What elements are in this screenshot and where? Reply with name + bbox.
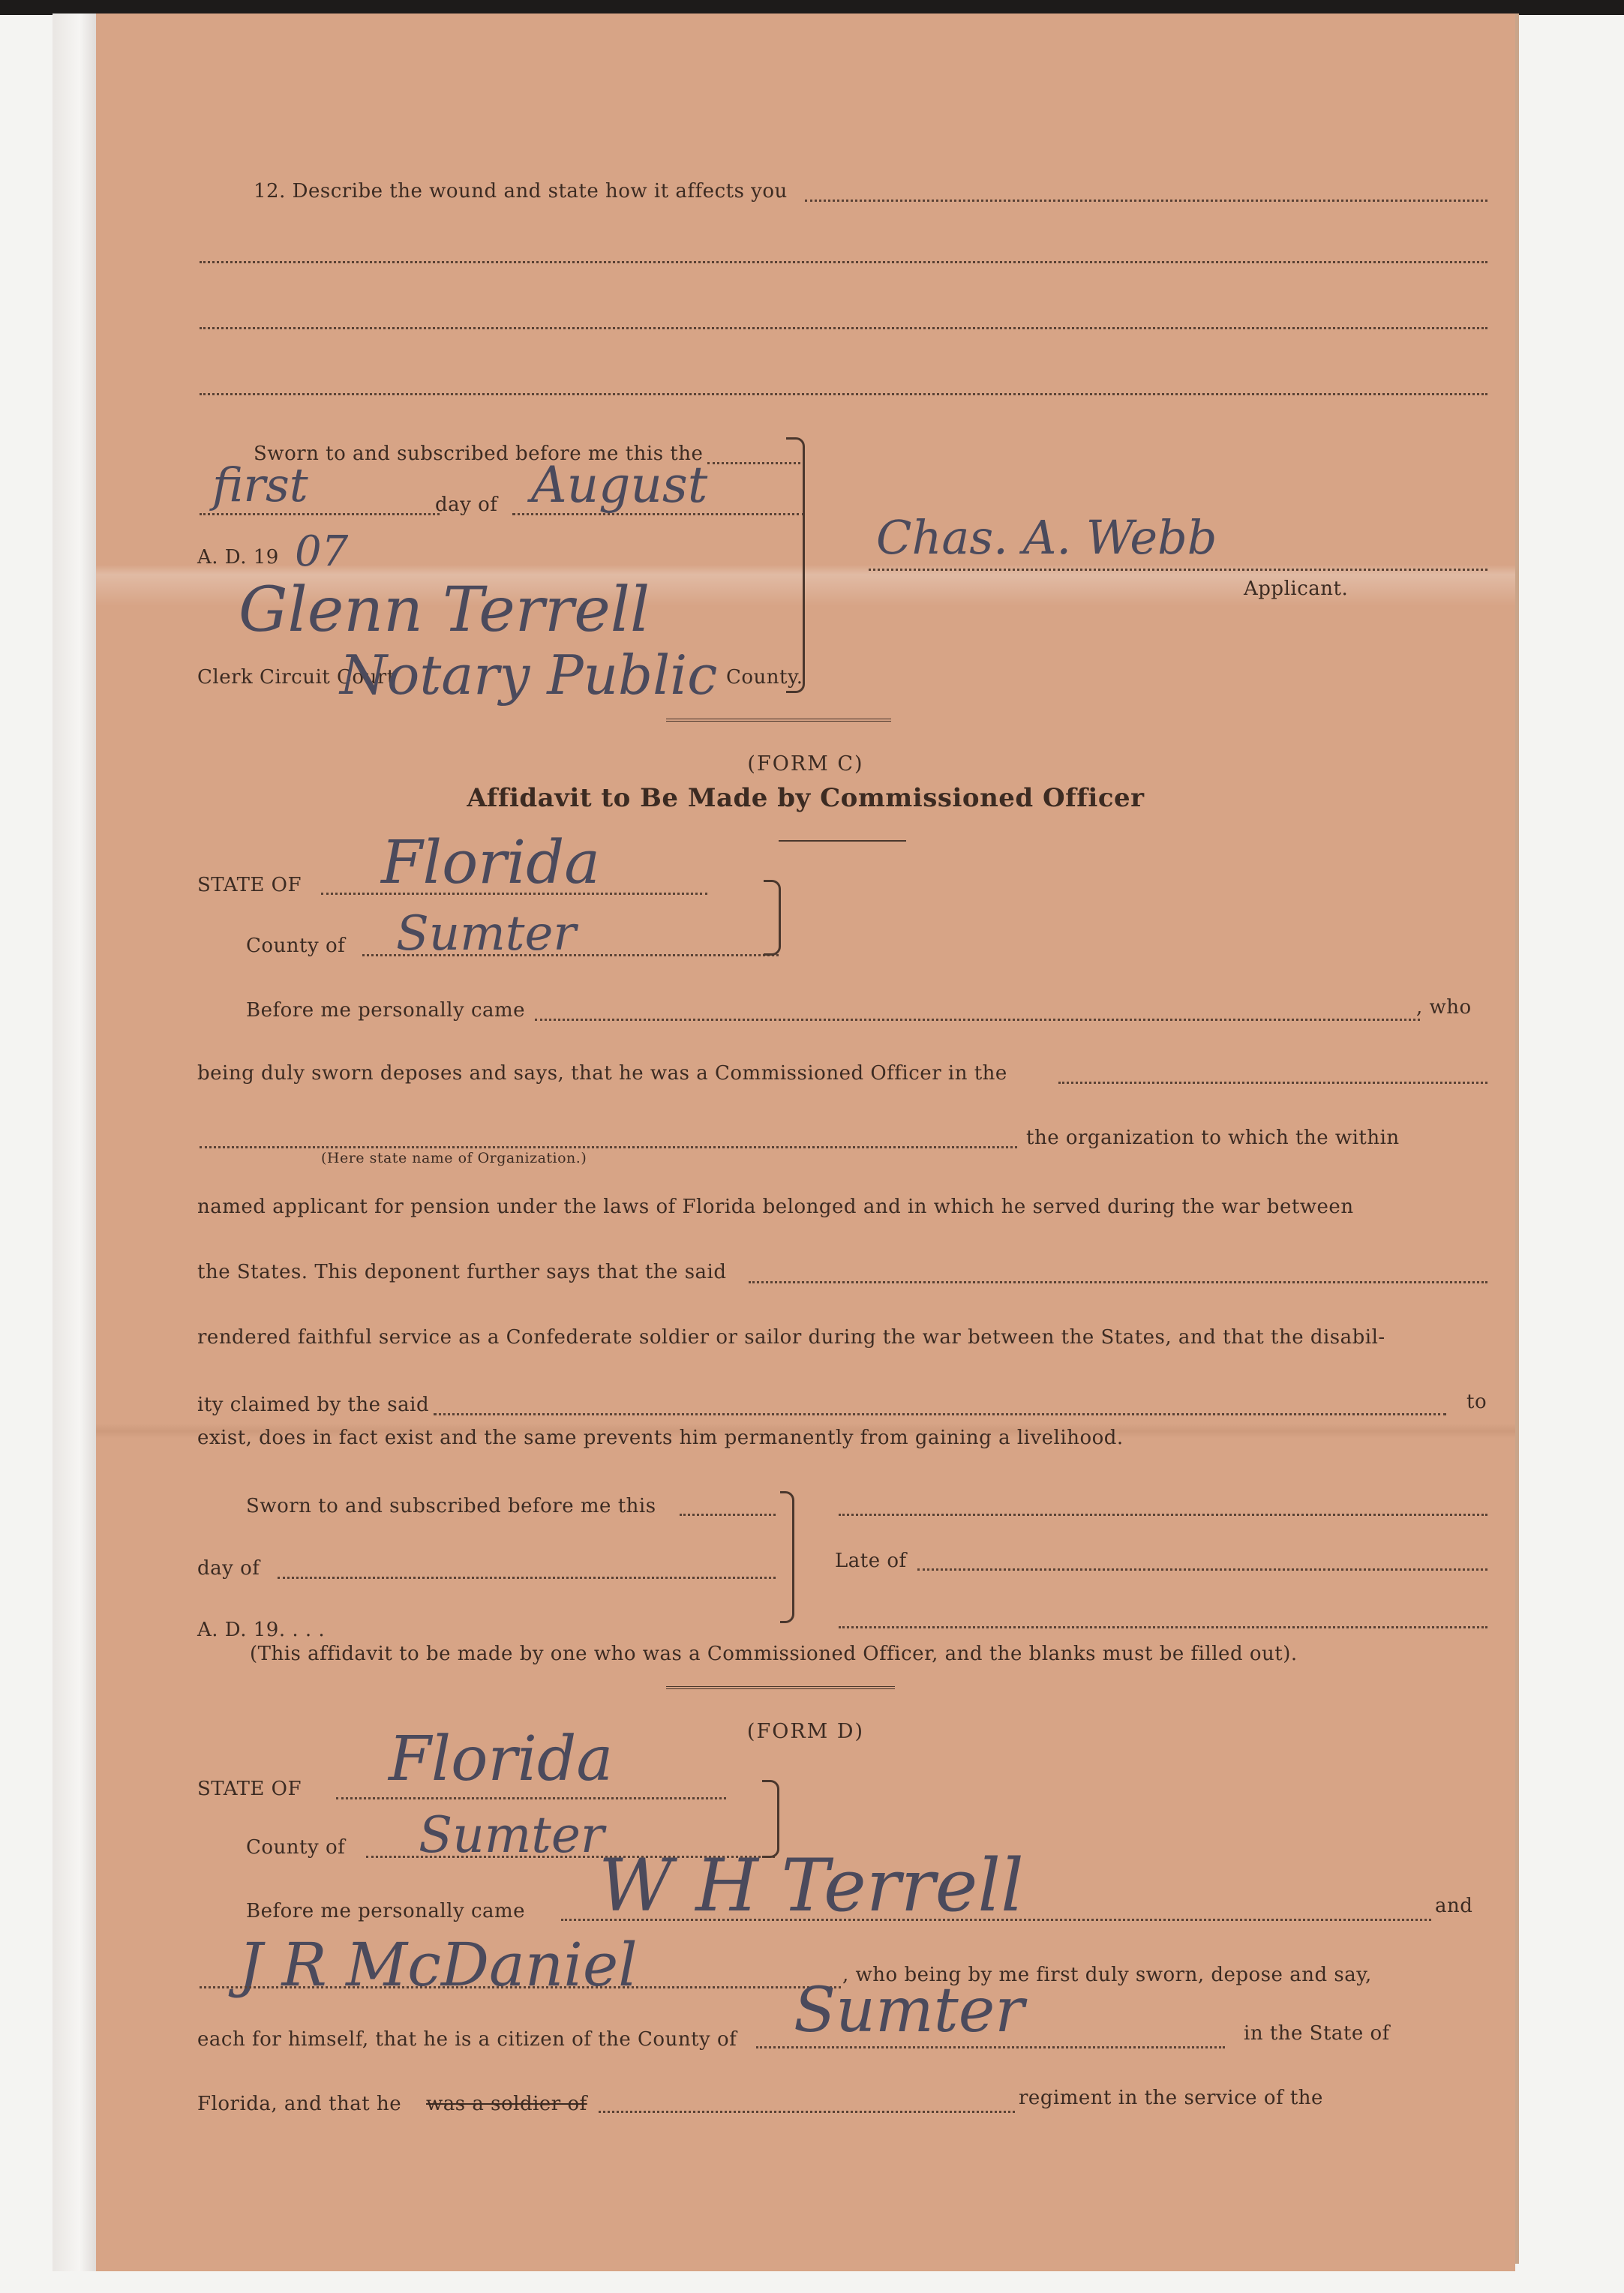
form-c-org-note: (Here state name of Organization.) <box>321 1150 587 1166</box>
jurat-ad: A. D. 19 <box>197 546 279 569</box>
form-c-line7-left: ity claimed by the said <box>197 1394 430 1416</box>
form-d-state-of: STATE OF <box>197 1778 302 1800</box>
applicant-label: Applicant. <box>1244 578 1349 600</box>
form-d-heading: (FORM D) <box>746 1720 865 1743</box>
form-c-line3-right: the organization to which the within <box>1026 1127 1400 1149</box>
plastic-sleeve <box>53 14 98 2271</box>
form-c-ad: A. D. 19. . . . <box>197 1619 326 1641</box>
dots-before-d <box>561 1919 1431 1921</box>
dots-line3 <box>200 1146 1017 1148</box>
jurat-day-of: day of <box>435 494 498 516</box>
form-d-line4-strike: was a soldier of <box>426 2093 587 2115</box>
dots-sworn-c <box>680 1514 776 1516</box>
jurat-clerk: Clerk Circuit Court <box>197 666 395 689</box>
form-c-sworn: Sworn to and subscribed before me this <box>246 1495 656 1517</box>
form-d-line3-right: in the State of <box>1244 2022 1390 2045</box>
form-d-line2-right: , who being by me first duly sworn, depose and say, <box>842 1964 1372 1986</box>
form-d-and: and <box>1435 1895 1473 1917</box>
hw-form-c-county: Sumter <box>396 906 576 962</box>
dots-before-c <box>535 1019 1420 1021</box>
hw-clerk-signature: Glenn Terrell <box>239 575 650 646</box>
form-c-state-of: STATE OF <box>197 874 302 896</box>
hw-day: first <box>212 458 308 512</box>
answer-line-1 <box>805 200 1487 202</box>
answer-line-2 <box>200 261 1487 263</box>
applicant-line <box>869 569 1487 571</box>
form-c-line4: named applicant for pension under the laws of Florida belonged and in which he served during the war between <box>197 1196 1354 1218</box>
hw-form-d-name2: J R McDaniel <box>239 1930 638 2000</box>
form-c-before-me: Before me personally came <box>246 999 526 1022</box>
dots-dayof-c <box>278 1577 776 1579</box>
form-d-line4-right: regiment in the service of the <box>1019 2087 1323 2109</box>
dots-line2 <box>1058 1082 1487 1084</box>
dots-day <box>200 513 440 515</box>
hw-form-d-county2: Sumter <box>794 1975 1025 2046</box>
title-underline <box>779 840 906 842</box>
hw-year: 07 <box>295 527 349 576</box>
dots-right-2 <box>917 1568 1487 1571</box>
answer-line-4 <box>200 393 1487 395</box>
dots-line5 <box>749 1281 1487 1283</box>
scanner-edge <box>0 0 1624 15</box>
hw-form-d-name1: W H Terrell <box>599 1844 1024 1928</box>
jurat-county: County. <box>726 666 803 689</box>
form-c-county-of: County of <box>246 935 346 957</box>
form-c-title: Affidavit to Be Made by Commissioned Officer <box>467 783 1145 813</box>
dots-right-3 <box>839 1626 1487 1628</box>
dots-county-c <box>362 954 779 956</box>
form-d-line4-left: Florida, and that he <box>197 2093 402 2115</box>
hw-form-d-state: Florida <box>389 1724 614 1795</box>
form-c-brace-2 <box>780 1491 794 1623</box>
dots-month <box>512 513 805 515</box>
divider-1 <box>666 719 891 722</box>
form-c-who: , who <box>1416 996 1472 1019</box>
form-c-line8: exist, does in fact exist and the same prevents him permanently from gaining a livelihood. <box>197 1427 1124 1449</box>
divider-2 <box>666 1686 895 1689</box>
question-12: 12. Describe the wound and state how it affects you <box>254 180 788 203</box>
dots-county2 <box>756 2046 1225 2048</box>
jurat-sworn-line: Sworn to and subscribed before me this the <box>254 443 704 465</box>
form-c-note: (This affidavit to be made by one who was a Commissioned Officer, and the blanks must be filled out). <box>250 1643 1298 1665</box>
form-c-day-of: day of <box>197 1557 260 1580</box>
hw-notary: Notary Public <box>340 644 718 707</box>
dots-line7 <box>434 1413 1446 1415</box>
form-c-line7-right: to <box>1466 1391 1487 1413</box>
form-c-line2: being duly sworn deposes and says, that he was a Commissioned Officer in the <box>197 1062 1007 1085</box>
dots-regiment <box>599 2111 1015 2113</box>
dots-state-c <box>321 893 707 895</box>
jurat-brace <box>786 437 805 693</box>
form-d-county-of: County of <box>246 1836 346 1859</box>
form-c-brace-1 <box>764 880 781 956</box>
form-d-line3-left: each for himself, that he is a citizen of the County of <box>197 2028 737 2051</box>
form-c-heading: (FORM C) <box>747 752 864 776</box>
form-c-line5: the States. This deponent further says that the said <box>197 1261 727 1283</box>
form-page <box>96 14 1515 2271</box>
form-d-before-me: Before me personally came <box>246 1900 526 1922</box>
dots-state-d <box>336 1797 726 1799</box>
hw-month: August <box>531 456 708 514</box>
hw-applicant-signature: Chas. A. Webb <box>876 510 1217 565</box>
hw-form-d-county: Sumter <box>419 1806 605 1864</box>
form-c-late-of: Late of <box>835 1550 907 1572</box>
dots-right-1 <box>839 1514 1487 1516</box>
dots-name2 <box>200 1986 841 1988</box>
answer-line-3 <box>200 327 1487 329</box>
hw-form-c-state: Florida <box>381 827 600 897</box>
form-c-line6: rendered faithful service as a Confederate soldier or sailor during the war between the States, and that the disabil- <box>197 1326 1385 1349</box>
